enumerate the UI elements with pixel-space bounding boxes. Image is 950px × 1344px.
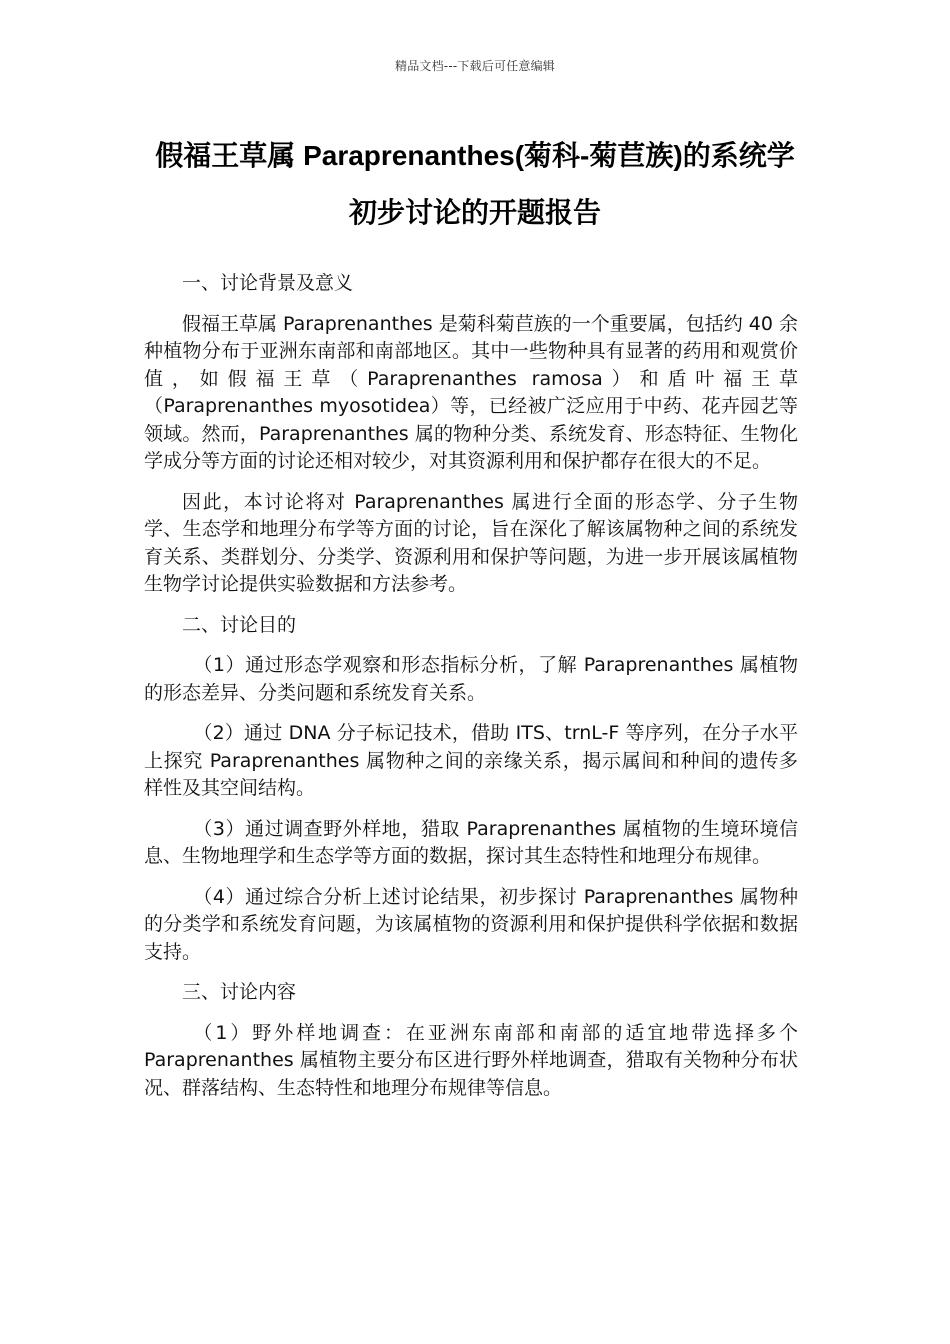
section-heading-purpose: 二、讨论目的 [182,613,297,636]
document-title-line-1: 假福王草属 Paraprenanthes(菊科-菊苣族)的系统学 [155,140,795,171]
header-note: 精品文档---下载后可任意编辑 [395,59,555,73]
section-heading-background: 一、讨论背景及意义 [182,272,354,294]
purpose-item-1: （1）通过形态学观察和形态指标分析，了解 Paraprenanthes 属植物的形态差异、分类问题和系统发育关系。 [144,654,798,704]
paragraph-background-2: 因此，本讨论将对 Paraprenanthes 属进行全面的形态学、分子生物学、生态学和地理分布学等方面的讨论，旨在深化了解该属物种之间的系统发育关系、类群划分、分类学、资源利用和保护等问题，为进一步开展该属植物生物学讨论提供实验数据和方法参考。 [144,490,798,595]
purpose-item-4: （4）通过综合分析上述讨论结果，初步探讨 Paraprenanthes 属物种的分类学和系统发育问题，为该属植物的资源利用和保护提供科学依据和数据支持。 [144,885,798,963]
purpose-item-2: （2）通过 DNA 分子标记技术，借助 ITS、trnL-F 等序列，在分子水平上探究 Paraprenanthes 属物种之间的亲缘关系，揭示属间和种间的遗传多样性及其空间结构。 [144,722,798,799]
purpose-item-3: （3）通过调查野外样地，猎取 Paraprenanthes 属植物的生境环境信息、生物地理学和生态学等方面的数据，探讨其生态特性和地理分布规律。 [144,817,798,867]
document-body [144,270,798,1115]
content-item-1: （1）野外样地调查：在亚洲东南部和南部的适宜地带选择多个 Paraprenanthes 属植物主要分布区进行野外样地调查，猎取有关物种分布状况、群落结构、生态特性和地理分布规律等信息。 [144,1021,798,1099]
document-title-line-2: 初步讨论的开题报告 [348,197,601,228]
paragraph-background-1: 假福王草属 Paraprenanthes 是菊科菊苣族的一个重要属，包括约 40 余种植物分布于亚洲东南部和南部地区。其中一些物种具有显著的药用和观赏价值，如假福王草（Paraprenanthes ramosa）和盾叶福王草（Paraprenanthes myosotidea）等，已经被广泛应用于中药、花卉园艺等领域。然而，Paraprenanthes 属的物种分类、系统发育、形态特征、生物化学成分等方面的讨论还相对较少，对其资源利用和保护都存在很大的不足。 [144,312,798,472]
section-heading-content: 三、讨论内容 [182,981,297,1003]
